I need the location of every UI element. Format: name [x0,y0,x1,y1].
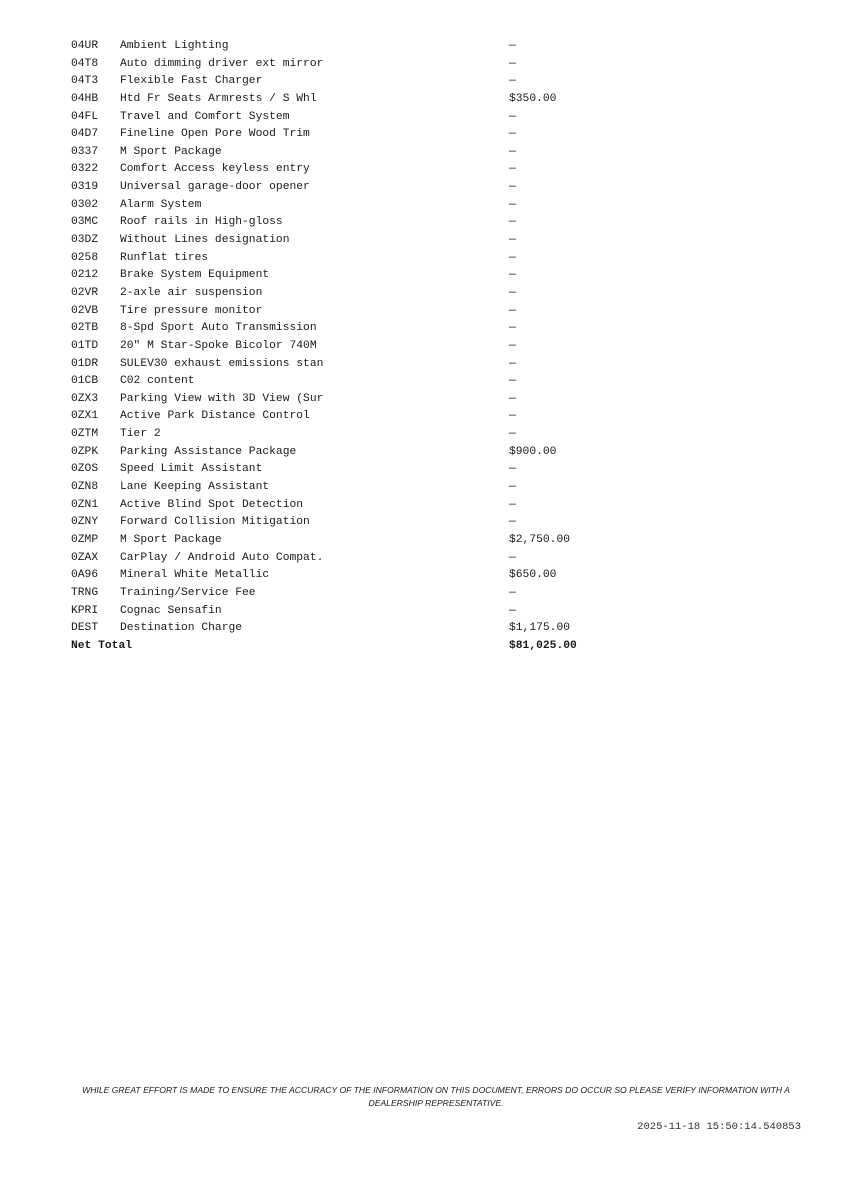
option-description: Ambient Lighting [120,40,229,52]
option-row [71,550,631,568]
option-row [71,179,631,197]
option-price: — [509,163,516,176]
option-price: $2,750.00 [509,533,571,546]
option-row [71,285,631,303]
option-code: 0258 [71,251,99,264]
option-price: — [509,410,516,423]
option-code: KPRI [71,604,99,617]
option-code: 0A96 [71,569,99,582]
option-row [71,444,631,462]
option-code: 0337 [71,145,99,158]
option-description: Active Park Distance Control [120,410,310,423]
option-row [71,126,631,144]
option-row [71,426,631,444]
option-description: Comfort Access keyless entry [120,163,310,176]
option-description: 2-axle air suspension [120,286,263,299]
option-description: M Sport Package [120,533,222,546]
option-description: Speed Limit Assistant [120,463,263,476]
option-price: — [509,181,516,194]
option-code: 04UR [71,40,99,52]
option-description: Lane Keeping Assistant [120,481,270,494]
option-row [71,391,631,409]
option-code: 01DR [71,357,99,370]
option-description: Parking Assistance Package [120,445,297,458]
option-code: 0ZTM [71,428,99,441]
option-description: Roof rails in High-gloss [120,216,283,229]
option-description: Training/Service Fee [120,586,256,599]
option-code: 04D7 [71,128,99,141]
option-row [71,38,631,56]
option-code: 0ZAX [71,551,99,564]
option-price: — [509,551,516,564]
option-description: C02 content [120,375,195,388]
option-code: 0302 [71,198,99,211]
option-description: Forward Collision Mitigation [120,516,310,529]
option-price: — [509,216,516,229]
option-price: $900.00 [509,445,557,458]
option-description: Htd Fr Seats Armrests / S Whl [120,92,317,105]
option-price: — [509,251,516,264]
option-price: — [509,57,516,70]
option-row [71,585,631,603]
option-code: 0212 [71,269,99,282]
option-description: Alarm System [120,198,202,211]
option-description: Tier 2 [120,428,161,441]
option-row [71,197,631,215]
option-price: $1,175.00 [509,622,571,635]
option-code: 03DZ [71,234,99,247]
option-description: Tire pressure monitor [120,304,263,317]
option-code: 04T8 [71,57,99,70]
option-row [71,461,631,479]
option-row [71,267,631,285]
option-price: — [509,428,516,441]
option-row [71,603,631,621]
option-description: SULEV30 exhaust emissions stan [120,357,324,370]
option-description: Auto dimming driver ext mirror [120,57,324,70]
option-description: Brake System Equipment [120,269,270,282]
option-code: 02VR [71,286,99,299]
option-price: — [509,322,516,335]
option-description: CarPlay / Android Auto Compat. [120,551,324,564]
option-code: TRNG [71,586,99,599]
option-code: 0ZOS [71,463,99,476]
option-code: 02TB [71,322,99,335]
option-price: $350.00 [509,92,557,105]
option-row [71,214,631,232]
option-description: Travel and Comfort System [120,110,290,123]
option-row [71,567,631,585]
option-price: — [509,110,516,123]
option-row [71,338,631,356]
option-row [71,91,631,109]
print-timestamp: 2025-11-18 15:50:14.540853 [637,1121,801,1133]
option-description: Flexible Fast Charger [120,75,263,88]
option-row [71,161,631,179]
option-description: Without Lines designation [120,234,290,247]
option-description: M Sport Package [120,145,222,158]
option-row [71,144,631,162]
option-code: 0ZNY [71,516,99,529]
option-code: 02VB [71,304,99,317]
option-row [71,232,631,250]
option-description: Cognac Sensafin [120,604,222,617]
option-row [71,320,631,338]
option-code: 0ZN1 [71,498,99,511]
option-row [71,479,631,497]
option-price: — [509,40,516,52]
option-code: 0ZX1 [71,410,99,423]
option-code: 01CB [71,375,99,388]
option-price: — [509,198,516,211]
option-code: 0ZMP [71,533,99,546]
option-code: 04FL [71,110,99,123]
option-code: 0322 [71,163,99,176]
net-total-value: $81,025.00 [509,639,577,652]
option-description: Mineral White Metallic [120,569,270,582]
option-price: — [509,392,516,405]
option-row [71,56,631,74]
disclaimer-text: WHILE GREAT EFFORT IS MADE TO ENSURE THE ACCURACY OF THE INFORMATION ON THIS DOCUMENT, ERRORS DO OCCUR SO PLEASE VERIFY INFORMATION WITH A DEALERSHIP REPRESENTATIVE. [82,1085,790,1108]
option-description: Universal garage-door opener [120,181,310,194]
option-description: 8-Spd Sport Auto Transmission [120,322,317,335]
option-price: $650.00 [509,569,557,582]
option-code: 0ZN8 [71,481,99,494]
option-price: — [509,269,516,282]
option-description: Parking View with 3D View (Sur [120,392,324,405]
option-description: 20" M Star-Spoke Bicolor 740M [120,339,317,352]
option-price: — [509,498,516,511]
option-price: — [509,586,516,599]
option-row [71,532,631,550]
option-price: — [509,145,516,158]
option-row [71,408,631,426]
option-row [71,497,631,515]
option-row [71,73,631,91]
option-row [71,620,631,638]
option-row [71,373,631,391]
option-price: — [509,516,516,529]
option-code: 03MC [71,216,99,229]
option-price: — [509,75,516,88]
option-code: 04T3 [71,75,99,88]
option-description: Active Blind Spot Detection [120,498,304,511]
options-table [71,38,631,655]
option-code: 0319 [71,181,99,194]
option-price: — [509,304,516,317]
option-price: — [509,339,516,352]
option-price: — [509,286,516,299]
option-price: — [509,234,516,247]
option-row [71,303,631,321]
option-row [71,109,631,127]
option-description: Runflat tires [120,251,209,264]
option-description: Fineline Open Pore Wood Trim [120,128,310,141]
option-code: DEST [71,622,99,635]
option-price: — [509,375,516,388]
option-description: Destination Charge [120,622,243,635]
option-price: — [509,128,516,141]
option-row [71,514,631,532]
option-price: — [509,357,516,370]
option-price: — [509,481,516,494]
option-code: 0ZPK [71,445,99,458]
option-row [71,356,631,374]
option-code: 01TD [71,339,99,352]
option-row [71,250,631,268]
net-total-label: Net Total [71,639,133,652]
option-code: 0ZX3 [71,392,99,405]
net-total-row [71,638,631,656]
option-rows [71,38,631,638]
option-code: 04HB [71,92,99,105]
option-price: — [509,463,516,476]
option-price: — [509,604,516,617]
